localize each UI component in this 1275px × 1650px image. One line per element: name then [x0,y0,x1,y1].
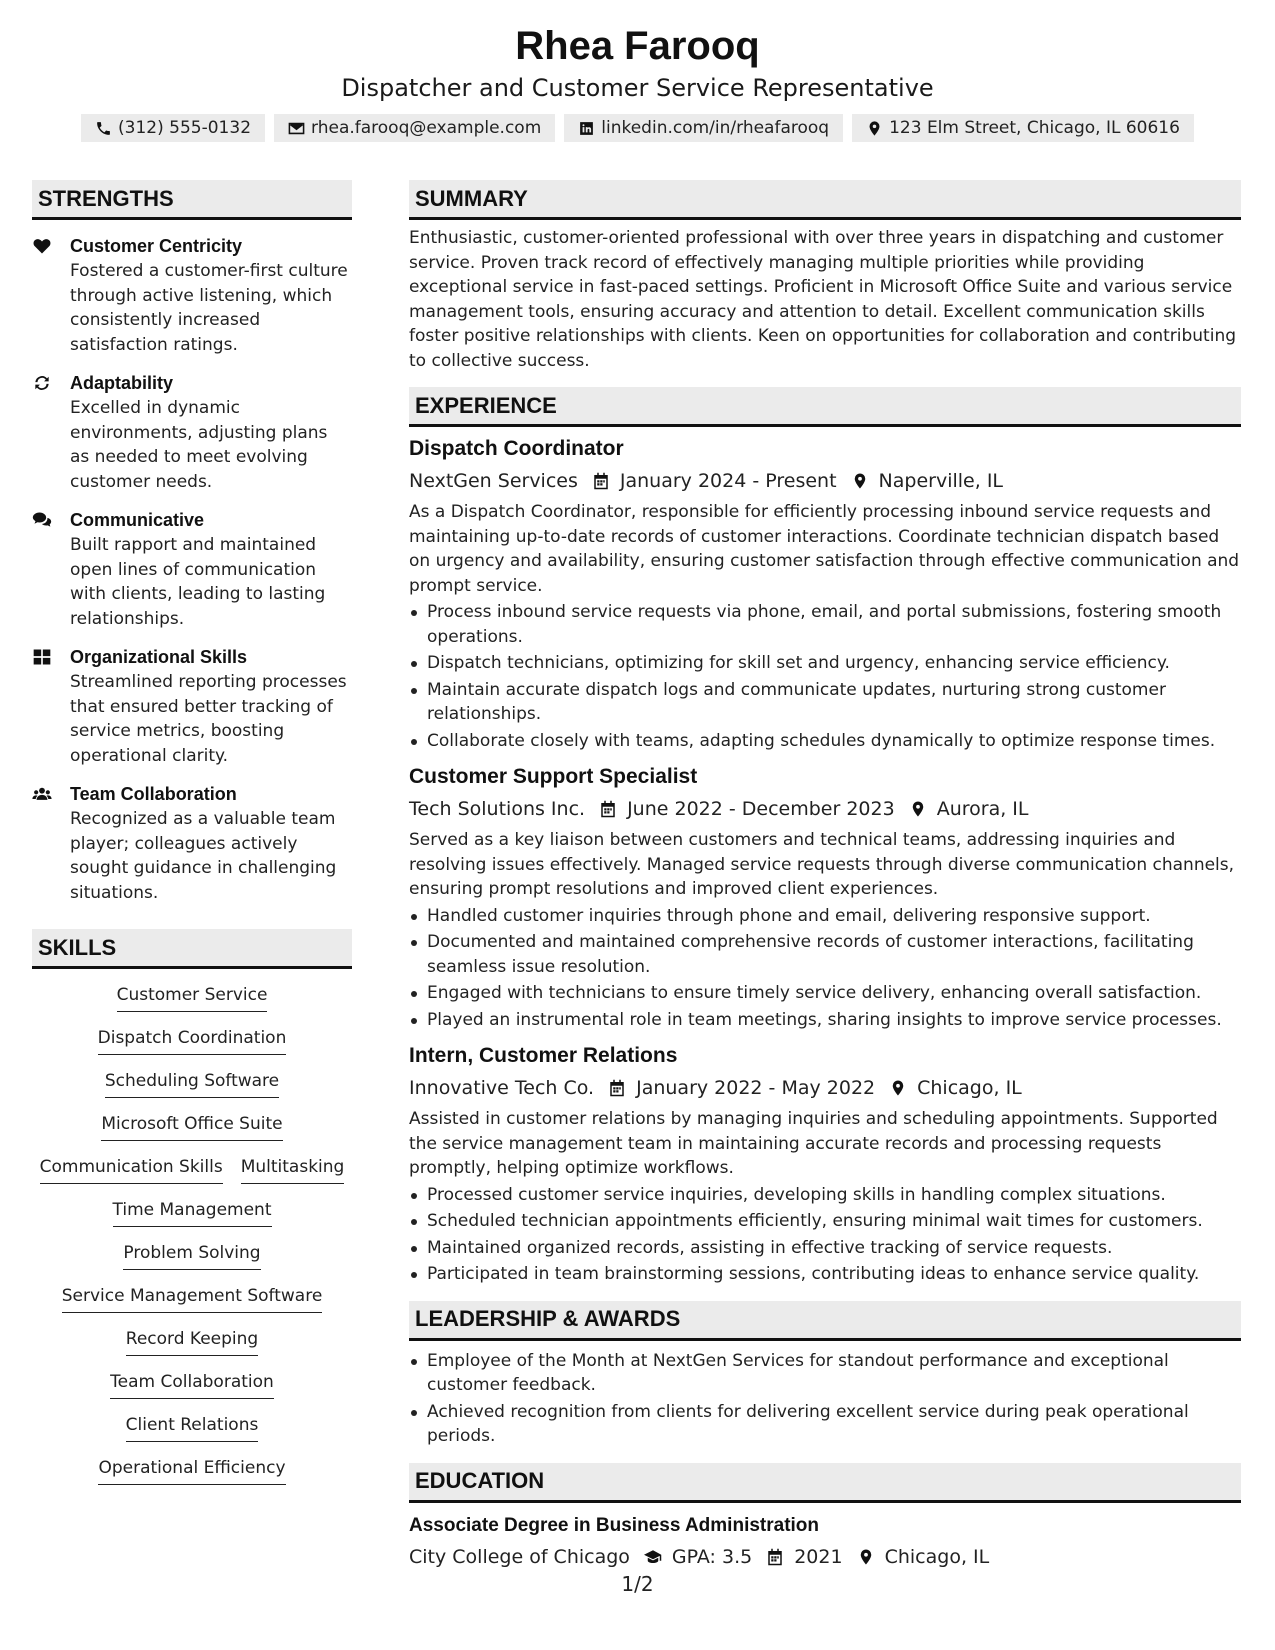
strength-item [32,234,352,357]
list-item: Engaged with technicians to ensure timely service delivery, enhancing overall satisfaction. [409,981,1241,1006]
list-item: Dispatch technicians, optimizing for skill set and urgency, enhancing service efficiency. [409,651,1241,676]
job-entry [409,763,1241,1032]
list-item: Handled customer inquiries through phone and email, delivering responsive support. [409,904,1241,929]
job-dates: June 2022 - December 2023 [627,798,895,820]
strength-item [32,645,352,768]
job-dates: January 2022 - May 2022 [636,1077,876,1099]
job-title: Intern, Customer Relations [409,1044,678,1067]
job-meta [409,795,1241,823]
job-meta [409,467,1241,495]
strength-item [32,782,352,905]
right-column [409,180,1241,1571]
contact-phone-text: (312) 555-0132 [118,118,252,138]
strength-desc: Excelled in dynamic environments, adjusting plans as needed to meet evolving customer needs. [70,398,328,492]
job-description: Assisted in customer relations by managing inquiries and scheduling appointments. Supported the service management team in maintaining accurate records and processing requests promptly, helping optimize workflows. [409,1109,1218,1178]
job-company: NextGen Services [409,470,578,492]
strength-desc: Built rapport and maintained open lines of communication with clients, leading to lasting relationships. [70,535,326,629]
job-location: Aurora, IL [936,798,1029,820]
strength-title: Communicative [70,510,205,530]
job-title: Customer Support Specialist [409,765,698,788]
strength-desc: Fostered a customer-first culture through active listening, which consistently increased satisfaction ratings. [70,261,348,355]
strength-title: Adaptability [70,373,174,393]
list-item: Achieved recognition from clients for delivering excellent service during peak operational periods. [409,1400,1241,1449]
job-bullets [409,600,1241,753]
awards-heading: LEADERSHIP & AWARDS [409,1301,1241,1341]
summary-text: Enthusiastic, customer-oriented professional with over three years in dispatching and customer service. Proven track record of effectively managing multiple priorities while providing exceptional service in fast-paced settings. Proficient in Microsoft Office Suite and various service management tools, ensuring accuracy and attention to detail. Excellent communication skills foster positive relationships with clients. Keen on opportunities for collaboration and contributing to collective success. [409,228,1237,371]
skill-tag: Communication Skills [40,1155,223,1184]
skills-list [32,983,352,1485]
job-meta [409,1074,1241,1102]
skill-tag: Scheduling Software [105,1069,279,1098]
list-item: Employee of the Month at NextGen Services for standout performance and exceptional customer feedback. [409,1349,1241,1398]
job-description: Served as a key liaison between customers and technical teams, addressing inquiries and resolving issues effectively. Managed service requests through diverse communication channels, ensuring prompt resolutions and improved client experiences. [409,830,1235,899]
contact-bar [0,114,1275,142]
education-meta [409,1543,1241,1571]
calendar-icon [599,800,617,818]
phone-icon [95,120,112,137]
skill-tag: Service Management Software [62,1284,323,1313]
heart-icon [32,236,52,256]
contact-linkedin-text: linkedin.com/in/rheafarooq [601,118,830,138]
list-item: Maintain accurate dispatch logs and communicate updates, nurturing strong customer relationships. [409,678,1241,727]
job-bullets [409,904,1241,1033]
list-item: Played an instrumental role in team meetings, sharing insights to improve service processes. [409,1008,1241,1033]
grid-icon [32,647,52,667]
strength-desc: Recognized as a valuable team player; colleagues actively sought guidance in challenging situations. [70,809,337,903]
job-entry [409,435,1241,753]
education-degree: Associate Degree in Business Administration [409,1514,820,1536]
list-item: Documented and maintained comprehensive records of customer interactions, facilitating seamless issue resolution. [409,930,1241,979]
map-pin-icon [889,1079,907,1097]
skill-tag: Operational Efficiency [98,1456,285,1485]
map-pin-icon [866,120,883,137]
strength-item [32,371,352,494]
strength-desc: Streamlined reporting processes that ensured better tracking of service metrics, boosting operational clarity. [70,672,347,766]
job-company: Tech Solutions Inc. [409,798,586,820]
awards-list [409,1349,1241,1449]
strength-item [32,508,352,631]
comments-icon [32,510,52,530]
linkedin-icon [578,120,595,137]
summary-heading: SUMMARY [409,180,1241,220]
job-title: Dispatch Coordinator [409,437,624,460]
left-column [32,180,352,1485]
sync-icon [32,373,52,393]
job-bullets [409,1183,1241,1287]
list-item: Collaborate closely with teams, adapting schedules dynamically to optimize response times. [409,729,1241,754]
experience-heading: EXPERIENCE [409,387,1241,427]
skill-tag: Microsoft Office Suite [101,1112,282,1141]
skill-tag: Dispatch Coordination [98,1026,287,1055]
strength-title: Team Collaboration [70,784,237,804]
contact-email[interactable] [274,114,555,142]
skill-tag: Time Management [113,1198,272,1227]
contact-linkedin[interactable] [564,114,843,142]
job-entry [409,1042,1241,1287]
calendar-icon [766,1548,784,1566]
skill-tag: Record Keeping [126,1327,258,1356]
map-pin-icon [851,472,869,490]
skill-tag: Client Relations [126,1413,259,1442]
list-item: Process inbound service requests via phone, email, and portal submissions, fostering smooth operations. [409,600,1241,649]
skills-heading: SKILLS [32,929,352,969]
map-pin-icon [857,1548,875,1566]
job-location: Chicago, IL [917,1077,1022,1099]
envelope-icon [288,120,305,137]
job-dates: January 2024 - Present [619,470,837,492]
skill-tag: Customer Service [117,983,268,1012]
strength-title: Organizational Skills [70,647,248,667]
contact-email-text: rhea.farooq@example.com [311,118,542,138]
skill-tag: Multitasking [241,1155,345,1184]
users-icon [32,784,52,804]
list-item: Processed customer service inquiries, developing skills in handling complex situations. [409,1183,1241,1208]
page-number: 1/2 [621,1572,654,1596]
resume-name: Rhea Farooq [515,24,760,68]
list-item: Participated in team brainstorming sessions, contributing ideas to enhance service quality. [409,1262,1241,1287]
strengths-heading: STRENGTHS [32,180,352,220]
graduation-cap-icon [644,1548,662,1566]
calendar-icon [608,1079,626,1097]
skill-tag: Problem Solving [123,1241,260,1270]
education-gpa: GPA: 3.5 [671,1545,753,1568]
job-company: Innovative Tech Co. [409,1077,595,1099]
list-item: Maintained organized records, assisting in effective tracking of service requests. [409,1236,1241,1261]
list-item: Scheduled technician appointments efficiently, ensuring minimal wait times for customers. [409,1209,1241,1234]
job-location: Naperville, IL [878,470,1004,492]
map-pin-icon [909,800,927,818]
calendar-icon [592,472,610,490]
education-location: Chicago, IL [884,1545,990,1568]
education-year: 2021 [794,1545,843,1568]
strength-title: Customer Centricity [70,236,243,256]
contact-address[interactable] [852,114,1194,142]
education-heading: EDUCATION [409,1463,1241,1503]
skill-tag: Team Collaboration [110,1370,274,1399]
resume-role: Dispatcher and Customer Service Representative [341,74,934,102]
contact-address-text: 123 Elm Street, Chicago, IL 60616 [889,118,1180,138]
education-school: City College of Chicago [409,1545,630,1568]
job-description: As a Dispatch Coordinator, responsible for efficiently processing inbound service requests and maintaining up-to-date records of customer interactions. Coordinate technician dispatch based on urgency and availability, ensuring customer satisfaction through effective communication and prompt service. [409,502,1240,596]
contact-phone[interactable] [81,114,265,142]
